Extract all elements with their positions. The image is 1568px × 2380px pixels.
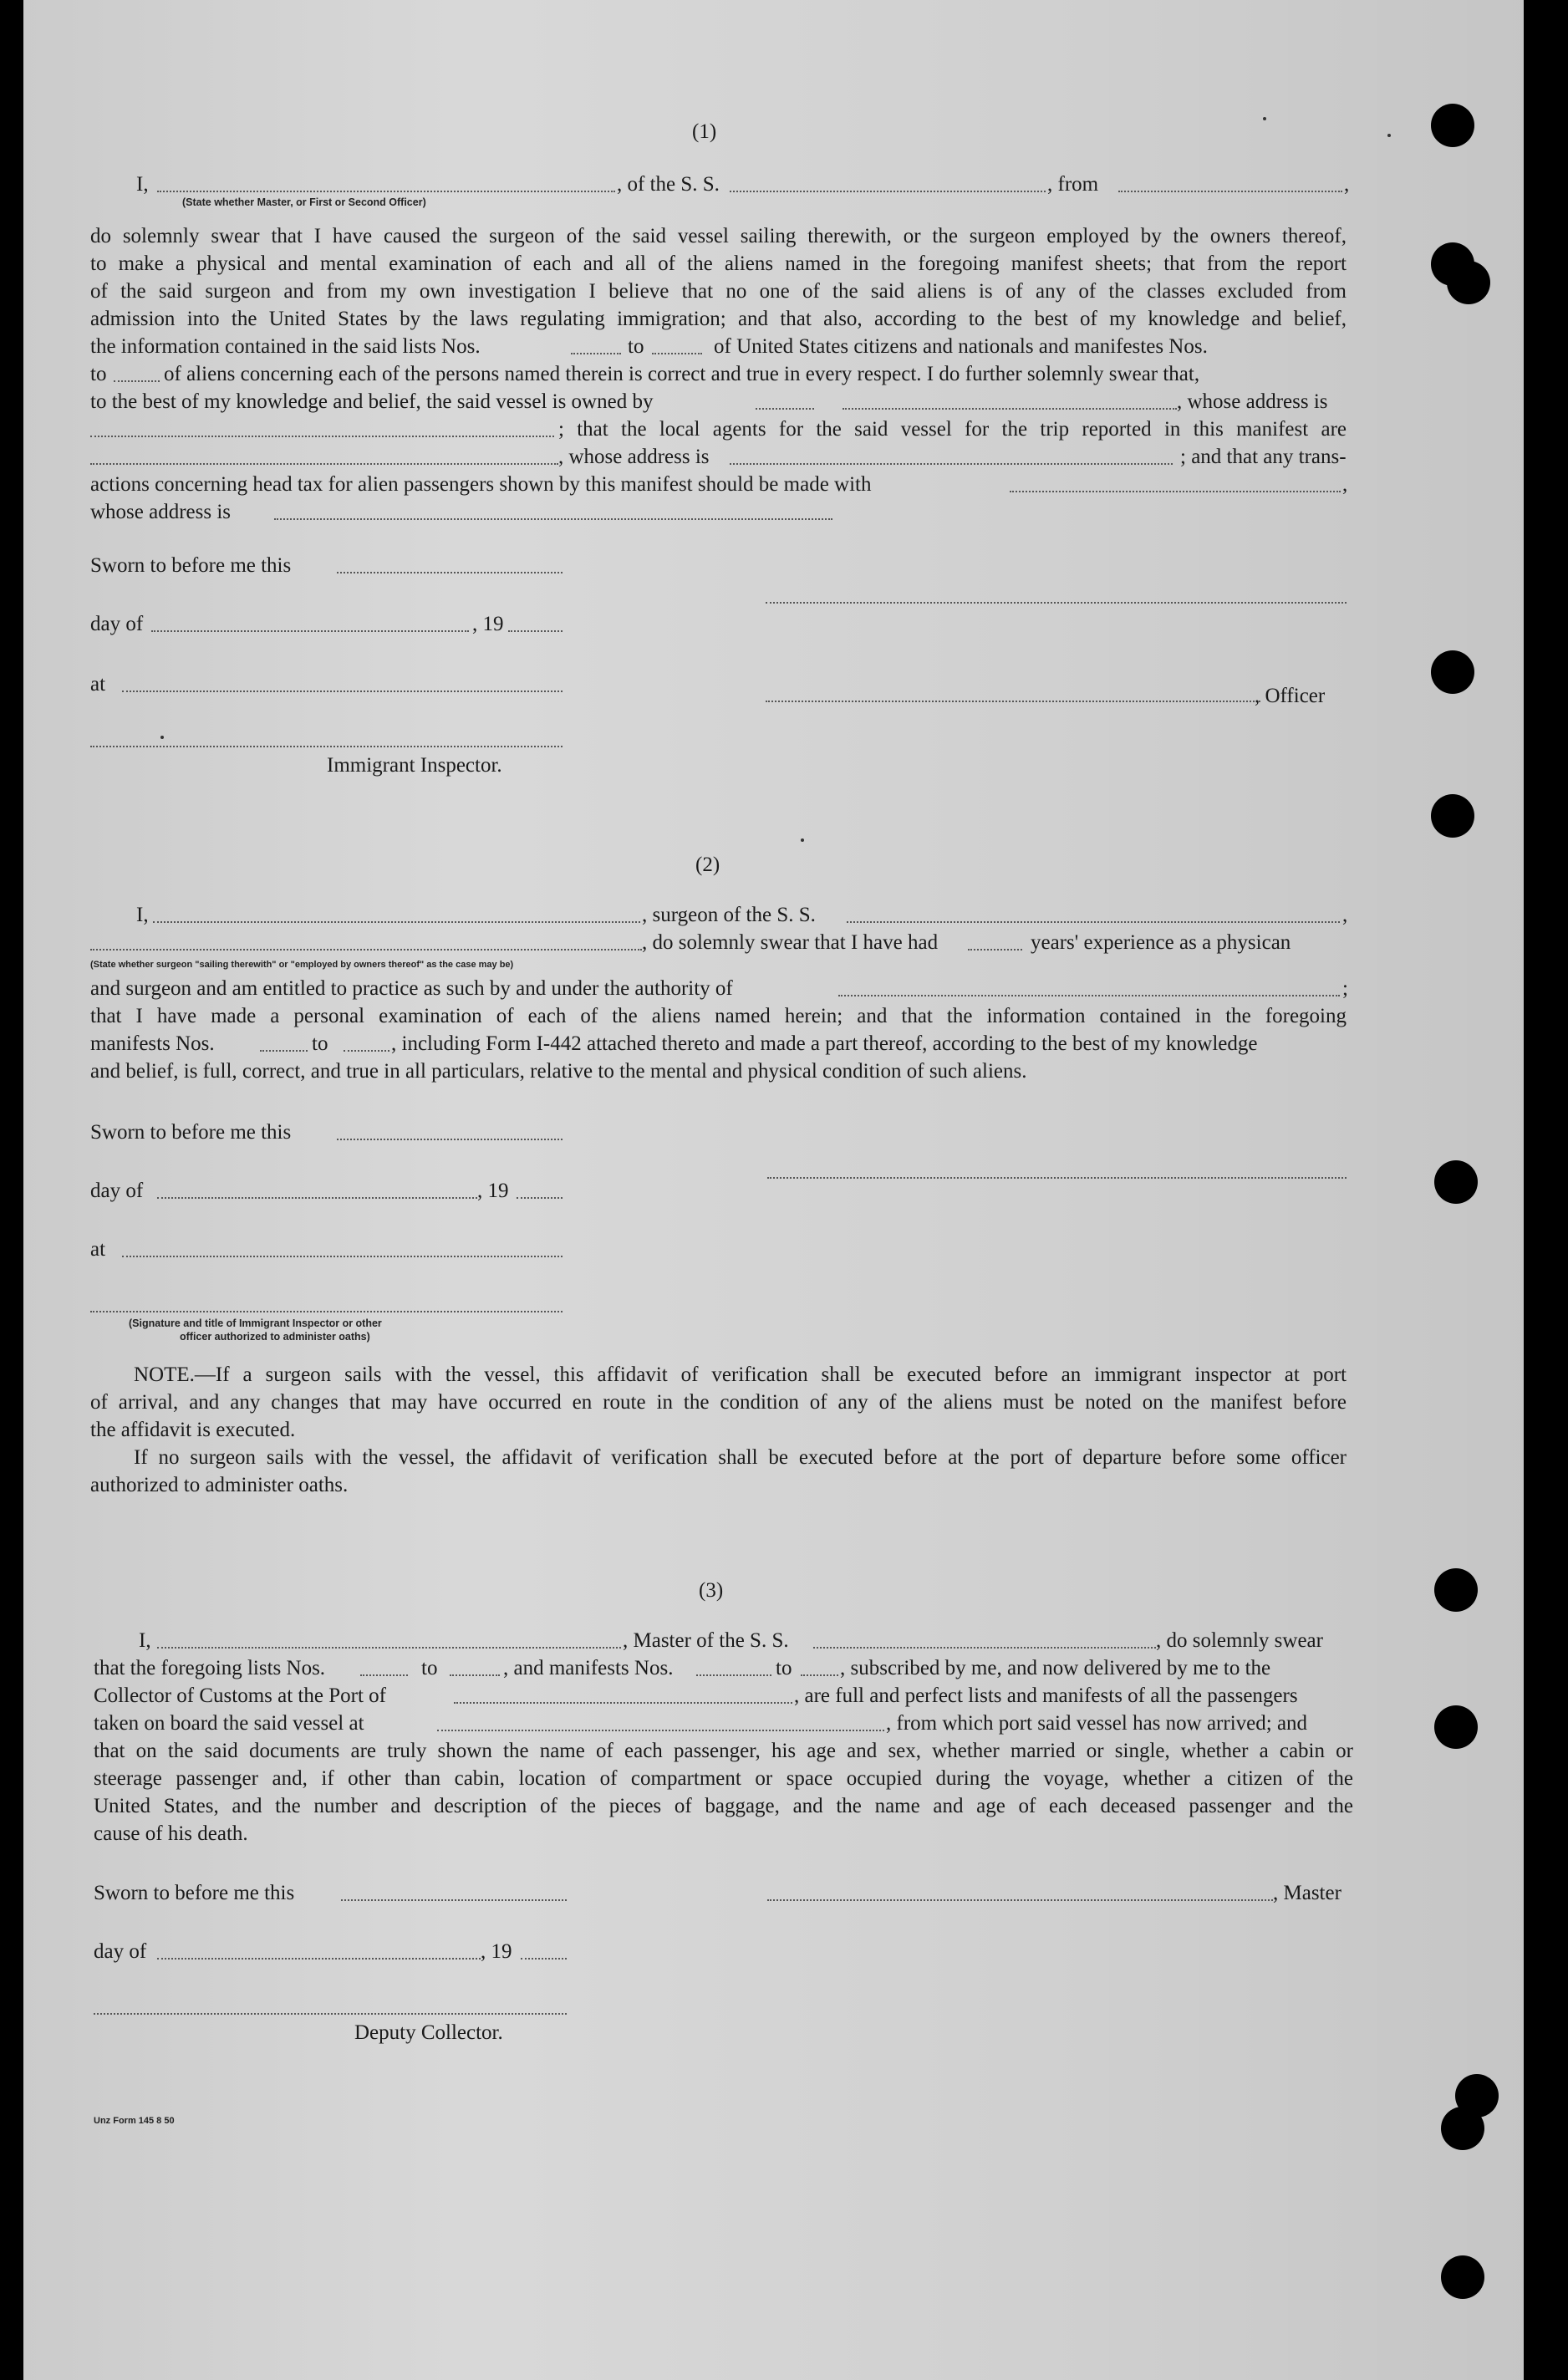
s1-aliens-text: of aliens concerning each of the persons named therein is correct and true in every respect. I do further solemnly swear that,	[164, 363, 1200, 385]
s2-authority-text: and surgeon and am entitled to practice as such by and under the authority of	[90, 977, 733, 1000]
s2-at-label: at	[90, 1238, 106, 1261]
s1-officer-signature-line[interactable]	[766, 602, 1347, 604]
s1-comma-2: ,	[1342, 473, 1348, 496]
s1-citizens-text: of United States citizens and nationals and manifestes Nos.	[714, 335, 1208, 358]
s2-at-field[interactable]	[122, 1256, 563, 1257]
s1-agents-address-field[interactable]	[730, 463, 1173, 465]
punch-hole	[1441, 2255, 1484, 2299]
s2-surgeon-signature-line[interactable]	[767, 1177, 1347, 1179]
s2-status-hint: (State whether surgeon "sailing therewith" or "employed by owners thereof" as the case may be)	[90, 960, 514, 970]
s2-semicolon: ;	[1342, 977, 1348, 1000]
s1-trans-text: ; and that any trans-	[1180, 446, 1347, 468]
s3-lists-to-field[interactable]	[450, 1674, 500, 1676]
s2-years-field[interactable]	[968, 949, 1022, 950]
s1-year-field[interactable]	[508, 630, 563, 632]
s3-deputy-label: Deputy Collector.	[354, 2021, 503, 2044]
s1-lists-to-label: to	[628, 335, 644, 358]
s1-ship-name-field[interactable]	[730, 191, 1046, 192]
s1-officer-label: , Officer	[1255, 685, 1326, 707]
s2-signature-hint-1: (Signature and title of Immigrant Inspector or other	[129, 1317, 382, 1329]
s1-sworn-date-field[interactable]	[337, 572, 563, 573]
s3-perfect-lists-text: , are full and perfect lists and manifests of all the passengers	[794, 1684, 1298, 1707]
s2-sailing-status-field[interactable]	[90, 949, 642, 950]
s2-sworn-label: Sworn to before me this	[90, 1121, 292, 1144]
s1-agents-text: ; that the local agents for the said vessel for the trip reported in this manifest are	[558, 418, 1347, 441]
s2-day-of-field[interactable]	[157, 1197, 477, 1199]
s2-year-label: , 19	[477, 1180, 509, 1202]
s3-manifests-from-field[interactable]	[696, 1674, 771, 1676]
s1-agents-address-label: , whose address is	[558, 446, 710, 468]
s1-officer-rank-field[interactable]	[157, 191, 615, 192]
s2-note-line-1: NOTE.—If a surgeon sails with the vessel, this affidavit of verification shall be executed before an immigrant inspector at port	[134, 1363, 1347, 1386]
s3-year-label: , 19	[481, 1940, 512, 1963]
s3-paragraph-line-5: that on the said documents are truly shown the name of each passenger, his age and sex, whether married or single, whether a cabin or	[94, 1740, 1353, 1762]
s3-master-of-label: , Master of the S. S.	[623, 1629, 789, 1652]
s1-inspector-label: Immigrant Inspector.	[327, 754, 502, 777]
s1-head-tax-text: actions concerning head tax for alien passengers shown by this manifest should be made with	[90, 473, 872, 496]
s1-agents-field[interactable]	[90, 463, 558, 465]
s1-owner-field[interactable]	[756, 408, 814, 410]
s1-day-of-label: day of	[90, 613, 144, 635]
s1-whose-address-label: whose address is	[90, 501, 232, 523]
s2-note-line-2: of arrival, and any changes that may have occurred en route in the condition of any of the aliens must be noted on the manifest before	[90, 1391, 1347, 1414]
s1-i-label: I,	[136, 173, 149, 196]
s1-of-ss-label: , of the S. S.	[617, 173, 720, 196]
s1-inspector-signature-line[interactable]	[90, 746, 563, 747]
s2-note-line-5: authorized to administer oaths.	[90, 1474, 349, 1496]
s3-lists-from-field[interactable]	[360, 1674, 408, 1676]
s3-day-of-field[interactable]	[157, 1958, 481, 1960]
punch-hole	[1431, 650, 1474, 694]
s3-master-signature-line[interactable]	[767, 1899, 1273, 1901]
s3-master-label: , Master	[1273, 1882, 1341, 1904]
s3-lists-label: that the foregoing lists Nos.	[94, 1657, 326, 1679]
s1-owner-field-2[interactable]	[843, 408, 1177, 410]
punch-hole	[1434, 1705, 1478, 1749]
s2-form-text: , including Form I-442 attached thereto and made a part thereof, according to the best of my knowledge	[391, 1032, 1258, 1055]
s3-taken-on-label: taken on board the said vessel at	[94, 1712, 364, 1735]
s2-manifests-to-label: to	[312, 1032, 328, 1055]
s1-day-of-field[interactable]	[151, 630, 469, 632]
paper-speck	[160, 736, 164, 739]
s2-note-line-4: If no surgeon sails with the vessel, the affidavit of verification shall be executed before at the port of departure before some officer	[134, 1446, 1347, 1469]
s2-year-field[interactable]	[517, 1197, 563, 1199]
s1-sworn-label: Sworn to before me this	[90, 554, 292, 577]
s3-paragraph-line-7: United States, and the number and description of the pieces of baggage, and the name and age of each deceased passenger and the	[94, 1795, 1353, 1817]
s3-ship-name-field[interactable]	[813, 1647, 1156, 1649]
s3-lists-to-label: to	[421, 1657, 438, 1679]
s1-at-label: at	[90, 673, 106, 696]
s1-manifests-to-field[interactable]	[114, 380, 160, 382]
s2-comma: ,	[1342, 904, 1348, 926]
s3-sworn-date-field[interactable]	[341, 1899, 567, 1901]
punch-hole	[1447, 261, 1490, 304]
punch-hole	[1434, 1568, 1478, 1612]
s2-note-line-3: the affidavit is executed.	[90, 1419, 296, 1441]
punch-hole	[1434, 1160, 1478, 1204]
s2-manifests-label: manifests Nos.	[90, 1032, 215, 1055]
s2-experience-text: years' experience as a physican	[1031, 931, 1291, 954]
s3-manifests-to-field[interactable]	[801, 1674, 838, 1676]
punch-hole	[1441, 2107, 1484, 2150]
s1-officer-line[interactable]	[766, 701, 1260, 702]
s2-swear-text: , do solemnly swear that I have had	[642, 931, 939, 954]
s1-paragraph-line-2: to make a physical and mental examination of each and all of the aliens named in the foregoing manifest sheets; that from the report	[90, 252, 1347, 275]
s2-i-label: I,	[136, 904, 149, 926]
s2-authority-field[interactable]	[838, 995, 1340, 996]
s1-from-port-field[interactable]	[1118, 191, 1342, 192]
s2-surgeon-name-field[interactable]	[153, 921, 640, 923]
paper-sheet	[23, 0, 1524, 2380]
form-footer: Unz Form 145 8 50	[94, 2116, 175, 2126]
s1-paragraph-line-4: admission into the United States by the laws regulating immigration; and that also, according to the best of my knowledge and belief,	[90, 308, 1347, 330]
s1-from-label: , from	[1047, 173, 1099, 196]
s2-ship-name-field[interactable]	[847, 921, 1340, 923]
section-1-number: (1)	[692, 120, 717, 143]
s3-paragraph-line-8: cause of his death.	[94, 1822, 248, 1845]
s3-taken-on-field[interactable]	[437, 1730, 884, 1731]
section-3-number: (3)	[699, 1579, 724, 1602]
s3-master-name-field[interactable]	[157, 1647, 621, 1649]
s1-owner-address-label: , whose address is	[1177, 390, 1328, 413]
s1-owner-label: to the best of my knowledge and belief, the said vessel is owned by	[90, 390, 654, 413]
s3-paragraph-line-6: steerage passenger and, if other than cabin, location of compartment or space occupied during the voyage, whether a citizen of the	[94, 1767, 1353, 1790]
s2-paragraph-line-4: that I have made a personal examination of each of the aliens named herein; and that the information contained in the foregoing	[90, 1005, 1347, 1027]
punch-hole	[1431, 104, 1474, 147]
s2-sworn-date-field[interactable]	[337, 1139, 563, 1140]
s3-port-field[interactable]	[454, 1702, 792, 1704]
s3-i-label: I,	[139, 1629, 151, 1652]
s3-manifests-to-label: to	[776, 1657, 792, 1679]
section-2-number: (2)	[695, 854, 720, 876]
s1-paragraph-line-1: do solemnly swear that I have caused the surgeon of the said vessel sailing therewith, or the surgeon employed by the owners thereof,	[90, 225, 1347, 247]
s1-at-field[interactable]	[122, 691, 563, 692]
s1-owner-address-field[interactable]	[90, 436, 554, 437]
punch-hole	[1431, 794, 1474, 838]
s3-arrived-text: , from which port said vessel has now arrived; and	[886, 1712, 1308, 1735]
s3-subscribed-text: , subscribed by me, and now delivered by me to the	[840, 1657, 1271, 1679]
s1-rank-hint: (State whether Master, or First or Second Officer)	[182, 196, 426, 208]
s2-signature-hint-2: officer authorized to administer oaths)	[180, 1331, 370, 1343]
s1-lists-from-field[interactable]	[571, 353, 621, 354]
s3-day-of-label: day of	[94, 1940, 147, 1963]
s3-year-field[interactable]	[521, 1958, 567, 1960]
s1-lists-label: the information contained in the said lists Nos.	[90, 335, 481, 358]
s1-lists-to-field[interactable]	[652, 353, 702, 354]
s2-surgeon-of-label: , surgeon of the S. S.	[642, 904, 816, 926]
paper-speck	[801, 838, 804, 842]
s1-paragraph-line-3: of the said surgeon and from my own investigation I believe that no one of the said aliens is of any of the classes excluded from	[90, 280, 1347, 303]
s2-day-of-label: day of	[90, 1180, 144, 1202]
s1-comma: ,	[1344, 173, 1350, 196]
s3-sworn-label: Sworn to before me this	[94, 1882, 295, 1904]
s3-port-label: Collector of Customs at the Port of	[94, 1684, 386, 1707]
s2-manifests-from-field[interactable]	[260, 1050, 308, 1052]
paper-speck	[1387, 134, 1391, 137]
s3-manifests-label: , and manifests Nos.	[503, 1657, 674, 1679]
paper-speck	[1263, 117, 1266, 120]
s1-whose-address-field[interactable]	[274, 518, 832, 520]
s2-inspector-signature-line[interactable]	[90, 1311, 563, 1312]
s1-head-tax-field[interactable]	[1010, 491, 1341, 492]
s1-year-label: , 19	[472, 613, 504, 635]
s3-collector-signature-line[interactable]	[94, 2013, 567, 2015]
s2-manifests-to-field[interactable]	[344, 1050, 389, 1052]
s1-manifests-to-label: to	[90, 363, 107, 385]
s3-swear-text: , do solemnly swear	[1156, 1629, 1323, 1652]
s2-paragraph-line-6: and belief, is full, correct, and true in all particulars, relative to the mental and physical condition of such aliens.	[90, 1060, 1027, 1083]
